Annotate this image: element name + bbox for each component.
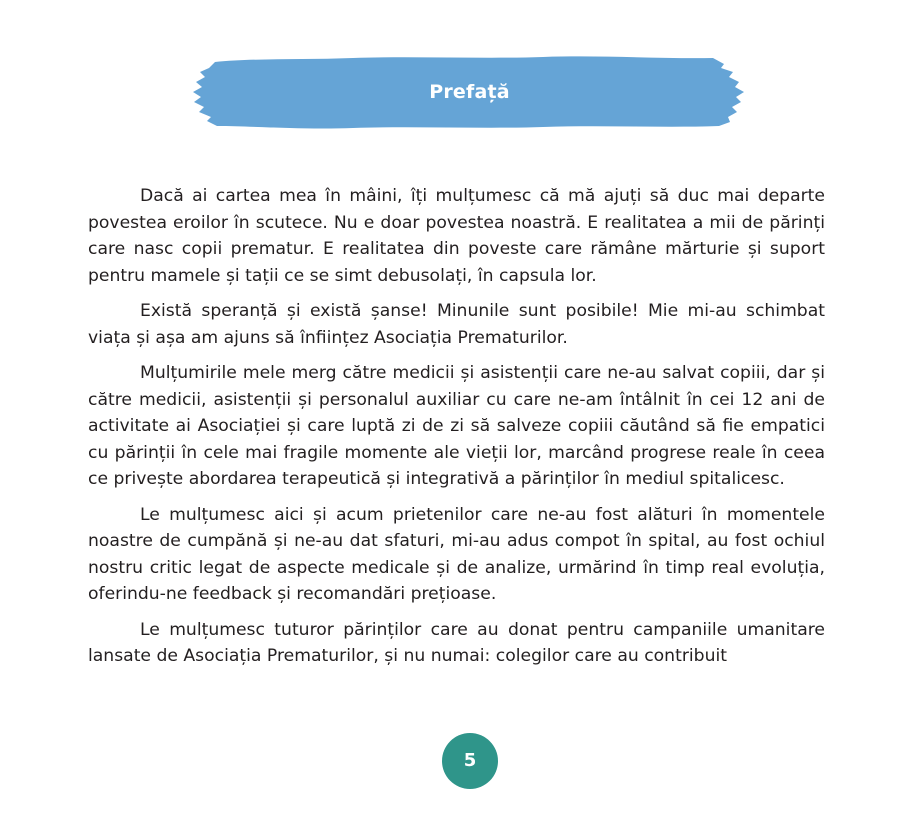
chapter-title-banner — [193, 46, 746, 138]
page-number-badge: 5 — [442, 733, 498, 789]
chapter-title: Prefață — [429, 81, 510, 103]
paragraph: Le mulțumesc aici și acum prietenilor care ne-au fost alături în momentele noastre de cumpănă și ne-au dat sfaturi, mi-au adus compot în spital, au fost ochiul nostru critic legat de aspecte medicale și de analize, urmărind în timp real evoluția, oferindu-ne feedback și recomandări prețioase. — [88, 504, 825, 604]
paragraph: Le mulțumesc tuturor părinților care au donat pentru campaniile umanitare lansate de Asociația Prematurilor, și nu numai: colegilor care au contribuit — [88, 619, 825, 666]
paragraph: Există speranță și există șanse! Minunile sunt posibile! Mie mi-au schimbat viața și așa am ajuns să înființez Asociația Prematurilor. — [88, 301, 825, 348]
body-text — [88, 183, 825, 679]
paragraph: Mulțumirile mele merg către medicii și asistenții care ne-au salvat copiii, dar și către medicii, asistenții și personalul auxiliar cu care ne-am întâlnit în cei 12 ani de activitate ai Asociației și care luptă zi de zi să salveze copiii căutând să fie empatici cu părinții în cele mai fragile momente ale vieții lor, marcând progrese reale în ceea ce privește abordarea terapeutică și integrativă a părinților în mediul spitalicesc. — [88, 363, 825, 489]
paragraph: Dacă ai cartea mea în mâini, îți mulțumesc că mă ajuți să duc mai departe povestea eroilor în scutece. Nu e doar povestea noastră. E realitatea a mii de părinți care nasc copii prematur. E realitatea din poveste care rămâne mărturie și suport pentru mamele și tații ce se simt debusolați, în capsula lor. — [88, 186, 825, 286]
